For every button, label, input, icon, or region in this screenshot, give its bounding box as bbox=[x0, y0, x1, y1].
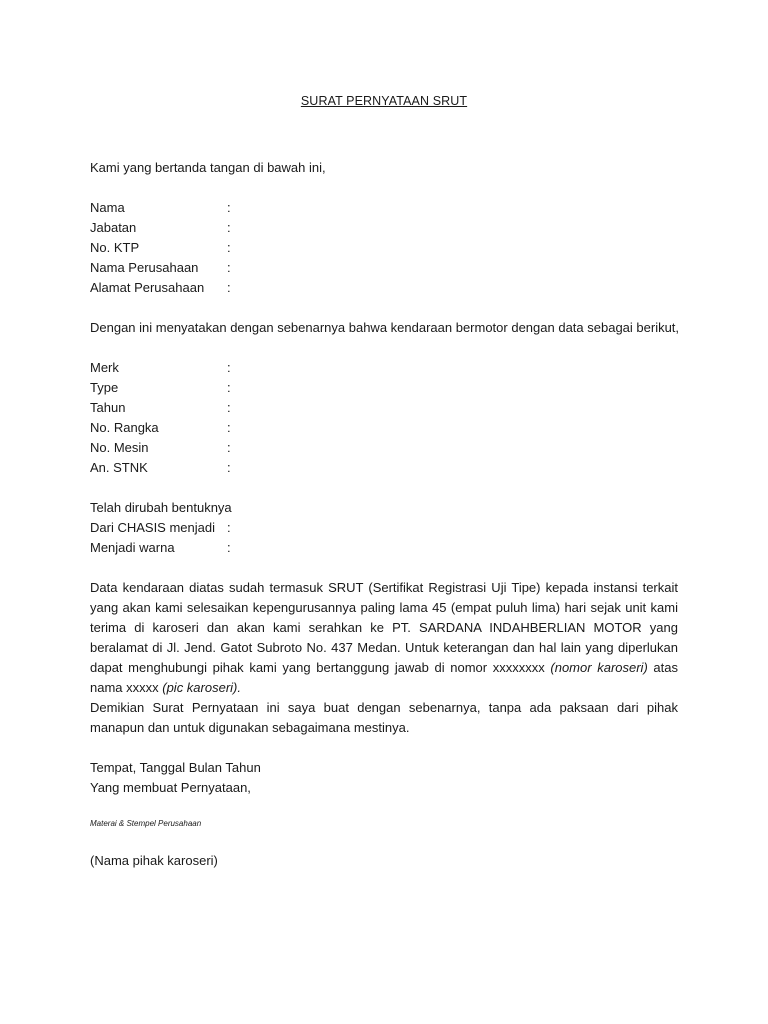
srut-paragraph bbox=[90, 578, 678, 698]
field-colon: : bbox=[227, 260, 231, 275]
field-colon: : bbox=[227, 440, 231, 455]
field-row bbox=[90, 458, 231, 478]
field-colon: : bbox=[227, 240, 231, 255]
field-row bbox=[90, 198, 231, 218]
field-label: Merk bbox=[90, 360, 119, 375]
field-row bbox=[90, 378, 231, 398]
field-label: Alamat Perusahaan bbox=[90, 280, 205, 295]
field-row bbox=[90, 218, 231, 238]
maker-label: Yang membuat Pernyataan, bbox=[90, 780, 251, 795]
closing-paragraph: Demikian Surat Pernyataan ini saya buat dengan sebenarnya, tanpa ada paksaan dari pihak manapun dan untuk digunakan sebagaimana mestinya. bbox=[90, 700, 678, 735]
paragraph-italic-note: (pic karoseri). bbox=[162, 680, 241, 695]
field-row bbox=[90, 278, 231, 298]
field-row bbox=[90, 398, 231, 418]
paragraph-text: atas nama xxxxx bbox=[90, 660, 678, 695]
statement-text: Dengan ini menyatakan dengan sebenarnya bahwa kendaraan bermotor dengan data sebagai berikut, bbox=[90, 320, 680, 335]
paragraph-italic-note: (nomor karoseri) bbox=[550, 660, 648, 675]
intro-text: Kami yang bertanda tangan di bawah ini, bbox=[90, 160, 326, 175]
field-row bbox=[90, 238, 231, 258]
signer-name: (Nama pihak karoseri) bbox=[90, 853, 218, 868]
field-colon: : bbox=[227, 360, 231, 375]
field-row bbox=[90, 538, 231, 558]
field-colon: : bbox=[227, 280, 231, 295]
field-row bbox=[90, 418, 231, 438]
field-colon: : bbox=[227, 380, 231, 395]
field-colon: : bbox=[227, 200, 231, 215]
field-colon: : bbox=[227, 220, 231, 235]
field-colon: : bbox=[227, 520, 231, 535]
field-label: Dari CHASIS menjadi bbox=[90, 520, 215, 535]
field-label: No. KTP bbox=[90, 240, 140, 255]
field-row bbox=[90, 258, 231, 278]
field-row bbox=[90, 438, 231, 458]
field-label: No. Rangka bbox=[90, 420, 159, 435]
field-label: Jabatan bbox=[90, 220, 137, 235]
field-row bbox=[90, 358, 231, 378]
field-colon: : bbox=[227, 420, 231, 435]
page-title: SURAT PERNYATAAN SRUT bbox=[300, 94, 468, 108]
field-label: Nama Perusahaan bbox=[90, 260, 199, 275]
field-label: No. Mesin bbox=[90, 440, 149, 455]
field-label: Menjadi warna bbox=[90, 540, 175, 555]
field-colon: : bbox=[227, 460, 231, 475]
changed-title: Telah dirubah bentuknya bbox=[90, 500, 232, 515]
stamp-note: Materai & Stempel Perusahaan bbox=[90, 819, 202, 828]
field-colon: : bbox=[227, 540, 231, 555]
field-label: An. STNK bbox=[90, 460, 148, 475]
place-date: Tempat, Tanggal Bulan Tahun bbox=[90, 760, 261, 775]
field-label: Type bbox=[90, 380, 119, 395]
field-colon: : bbox=[227, 400, 231, 415]
field-label: Nama bbox=[90, 200, 125, 215]
field-row bbox=[90, 518, 231, 538]
field-label: Tahun bbox=[90, 400, 126, 415]
paragraph-text: Data kendaraan diatas sudah termasuk SRUT (Sertifikat Registrasi Uji Tipe) kepada instansi terkait yang akan kami selesaikan kepengurusannya paling lama 45 (empat puluh lima) hari sejak unit kami terima di karoseri dan akan kami serahkan ke PT. SARDANA INDAHBERLIAN MOTOR yang beralamat di Jl. Jend. Gatot Subroto No. 437 Medan. Untuk keterangan dan hal lain yang diperlukan dapat menghubungi pihak kami yang bertanggung jawab di nomor xxxxxxxx bbox=[90, 580, 678, 675]
